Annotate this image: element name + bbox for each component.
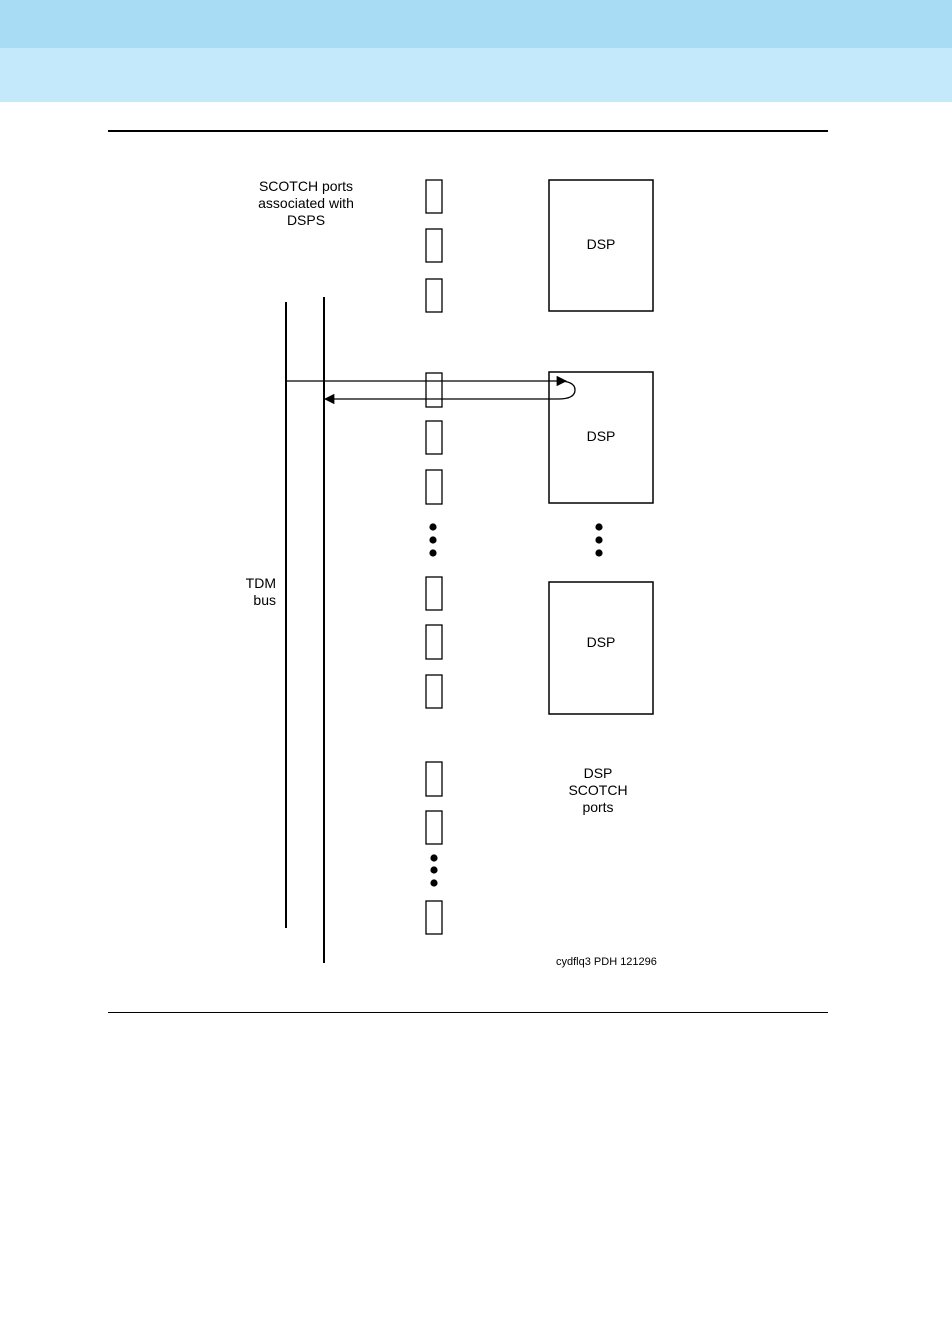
ellipsis-dots-dsp — [595, 523, 602, 556]
scotch-port — [426, 901, 442, 934]
scotch-port — [426, 577, 442, 610]
scotch-port — [426, 279, 442, 312]
scotch-port — [426, 625, 442, 659]
figure-id: cydflq3 PDH 121296 — [556, 956, 657, 968]
scotch-port — [426, 811, 442, 844]
dsp-scotch-ports-label: DSP SCOTCH ports — [568, 765, 628, 815]
scotch-port — [426, 470, 442, 504]
dsp-label-3: DSP — [586, 634, 616, 650]
scotch-port — [426, 180, 442, 213]
scotch-port — [426, 229, 442, 262]
scotch-port — [426, 762, 442, 796]
scotch-port — [426, 675, 442, 708]
scotch-port — [426, 373, 442, 407]
scotch-ports-label: SCOTCH ports associated with DSPS — [258, 178, 354, 228]
scotch-port — [426, 421, 442, 454]
tdm-bus-label: TDM bus — [245, 575, 276, 608]
ellipsis-dots-ports-2 — [430, 854, 437, 886]
ellipsis-dots-ports-1 — [429, 523, 436, 556]
scotch-port-column — [426, 180, 442, 934]
dsp-label-1: DSP — [586, 236, 616, 252]
dsp-label-2: DSP — [586, 428, 616, 444]
